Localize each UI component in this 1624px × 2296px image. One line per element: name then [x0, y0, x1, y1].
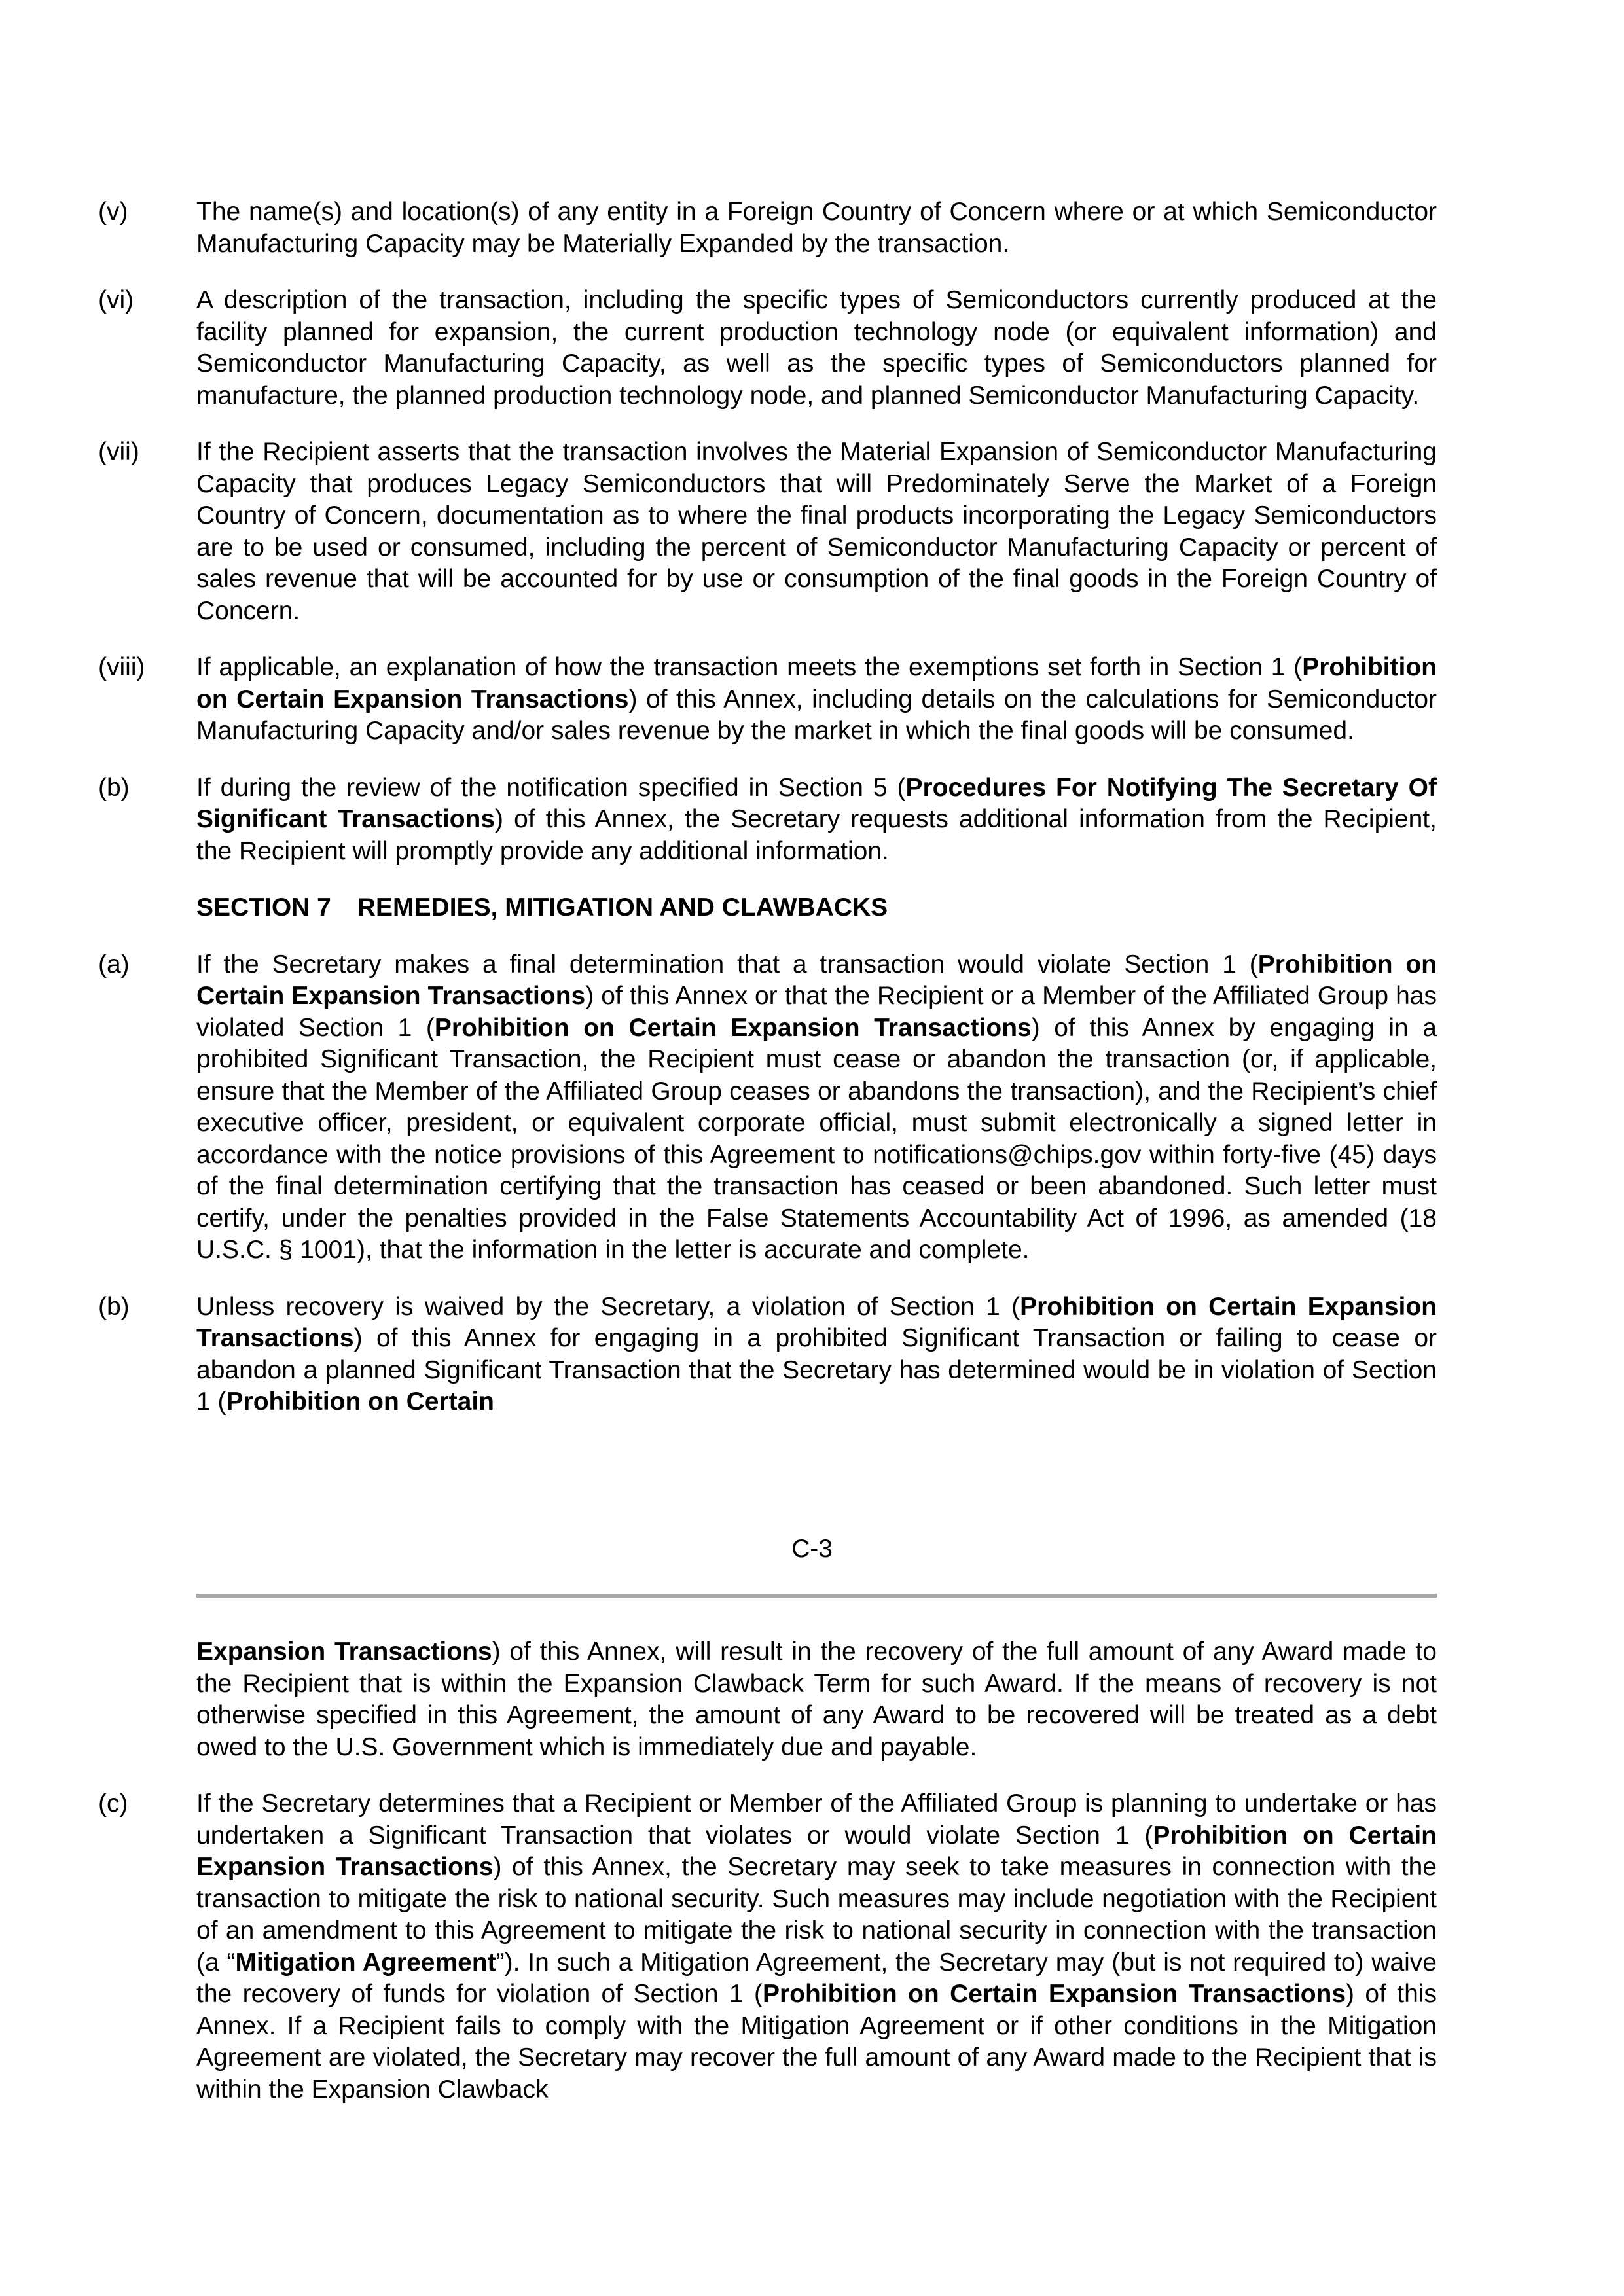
bold-term: Prohibition on Certain Expansion Transactions — [196, 653, 1437, 713]
bold-term: Procedures For Notifying The Secretary Of Significant Transactions — [196, 773, 1437, 833]
page-break-divider — [196, 1594, 1437, 1598]
section-heading — [98, 892, 1437, 924]
text-run: The name(s) and location(s) of any entity in a Foreign Country of Concern where or at which Semiconductor Manufacturing Capacity may be Materially Expanded by the transaction. — [196, 198, 1437, 258]
list-item-vi — [98, 285, 1437, 412]
bold-term: Expansion Transactions — [196, 1638, 492, 1666]
list-item-viii — [98, 652, 1437, 747]
item-text — [196, 285, 1437, 412]
item-text — [196, 949, 1437, 1266]
item-label: (c) — [98, 1789, 128, 1818]
section-title: REMEDIES, MITIGATION AND CLAWBACKS — [357, 893, 888, 922]
bold-term: Prohibition on Certain Expansion Transactions — [762, 1980, 1346, 2008]
continuation-paragraph — [98, 1636, 1437, 1763]
text-run: ) of this Annex, will result in the recovery of the full amount of any Award made to the Recipient that is within the Expansion Clawback Term for such Award. If the means of recovery is not otherwise specified in this Agreement, the amount of any Award to be recovered will be treated as a debt owed to the U.S. Government which is immediately due and payable. — [196, 1638, 1437, 1761]
text-run: ) of this Annex. If a Recipient fails to comply with the Mitigation Agreement or if other conditions in the Mitigation Agreement are violated, the Secretary may recover the full amount of any Award made to the Recipient that is within the Expansion Clawback — [196, 1980, 1437, 2104]
text-run: ) of this Annex, including details on the calculations for Semiconductor Manufacturing Capacity and/or sales revenue by the market in which the final goods will be consumed. — [196, 685, 1437, 745]
text-run: If applicable, an explanation of how the transaction meets the exemptions set forth in Section 1 ( — [196, 653, 1303, 681]
upper-content — [98, 196, 1437, 1443]
item-label: (vii) — [98, 438, 139, 466]
text-run: ) of this Annex, the Secretary requests additional information from the Recipient, the Recipient will promptly provide any additional information. — [196, 805, 1437, 865]
list-item-a-remedies — [98, 949, 1437, 1266]
item-text — [196, 1636, 1437, 1763]
item-text — [196, 1291, 1437, 1418]
text-run: Unless recovery is waived by the Secretary, a violation of Section 1 ( — [196, 1292, 1020, 1321]
lower-content — [98, 1636, 1437, 2130]
bold-term: Prohibition on Certain Expansion Transactions — [196, 1821, 1437, 1881]
item-label: (a) — [98, 950, 130, 978]
bold-term: Mitigation Agreement — [235, 1948, 496, 1977]
text-run: If the Recipient asserts that the transaction involves the Material Expansion of Semiconductor Manufacturing Capacity that produces Legacy Semiconductors that will Predominately Serve the Market of a Foreign Country of Concern, documentation as to where the final products incorporating the Legacy Semiconductors are to be used or consumed, including the percent of Semiconductor Manufacturing Capacity or percent of sales revenue that will be accounted for by use or consumption of the final goods in the Foreign Country of Concern. — [196, 438, 1437, 625]
page-number: C-3 — [791, 1535, 833, 1563]
text-run: If the Secretary determines that a Recipient or Member of the Affiliated Group is planning to undertake or has undertaken a Significant Transaction that violates or would violate Section 1 ( — [196, 1789, 1437, 1850]
item-text — [196, 437, 1437, 627]
text-run: ”). In such a Mitigation Agreement, the Secretary may (but is not required to) waive the recovery of funds for violation of Section 1 ( — [196, 1948, 1437, 2008]
item-text — [196, 196, 1437, 260]
text-run: ) of this Annex for engaging in a prohibited Significant Transaction or failing to cease or abandon a planned Significant Transaction that the Secretary has determined would be in violation of Section 1 ( — [196, 1324, 1437, 1416]
item-label: (vi) — [98, 286, 134, 314]
item-label: (b) — [98, 1292, 130, 1321]
item-text — [196, 652, 1437, 747]
list-item-b-notification — [98, 772, 1437, 868]
text-run: If the Secretary makes a final determination that a transaction would violate Section 1 ( — [196, 950, 1258, 978]
text-run: ) of this Annex or that the Recipient or a Member of the Affiliated Group has violated Section 1 ( — [196, 982, 1437, 1042]
item-label: (v) — [98, 198, 128, 226]
list-item-c-mitigation — [98, 1788, 1437, 2106]
bold-term: Prohibition on Certain Expansion Transactions — [434, 1013, 1032, 1042]
bold-term: Prohibition on Certain Expansion Transactions — [196, 950, 1437, 1010]
list-item-b-recovery — [98, 1291, 1437, 1418]
text-run: ) of this Annex by engaging in a prohibited Significant Transaction, the Recipient must cease or abandon the transaction (or, if applicable, ensure that the Member of the Affiliated Group ceases or abandons the transaction), and the Recipient’s chief executive officer, president, or equivalent corporate official, must submit electronically a signed letter in accordance with the notice provisions of this Agreement to notifications@chips.gov within forty-five (45) days of the final determination certifying that the transaction has ceased or been abandoned. Such letter must certify, under the penalties provided in the False Statements Accountability Act of 1996, as amended (18 U.S.C. § 1001), that the information in the letter is accurate and complete. — [196, 1013, 1437, 1264]
bold-term: Prohibition on Certain Expansion Transactions — [196, 1292, 1437, 1352]
item-text — [196, 1788, 1437, 2106]
item-text — [196, 772, 1437, 868]
section-number: SECTION 7 — [196, 893, 331, 922]
text-run: A description of the transaction, including the specific types of Semiconductors currently produced at the facility planned for expansion, the current production technology node (or equivalent information) and Semiconductor Manufacturing Capacity, as well as the specific types of Semiconductors planned for manufacture, the planned production technology node, and planned Semiconductor Manufacturing Capacity. — [196, 286, 1437, 410]
bold-term: Prohibition on Certain — [226, 1388, 494, 1416]
text-run: If during the review of the notification specified in Section 5 ( — [196, 773, 906, 802]
text-run: ) of this Annex, the Secretary may seek to take measures in connection with the transaction to mitigate the risk to national security. Such measures may include negotiation with the Recipient of an amendment to this Agreement to mitigate the risk to national security in connection with the transaction (a “ — [196, 1853, 1437, 1977]
item-label: (b) — [98, 773, 130, 802]
list-item-v — [98, 196, 1437, 260]
list-item-vii — [98, 437, 1437, 627]
item-label: (viii) — [98, 653, 145, 681]
